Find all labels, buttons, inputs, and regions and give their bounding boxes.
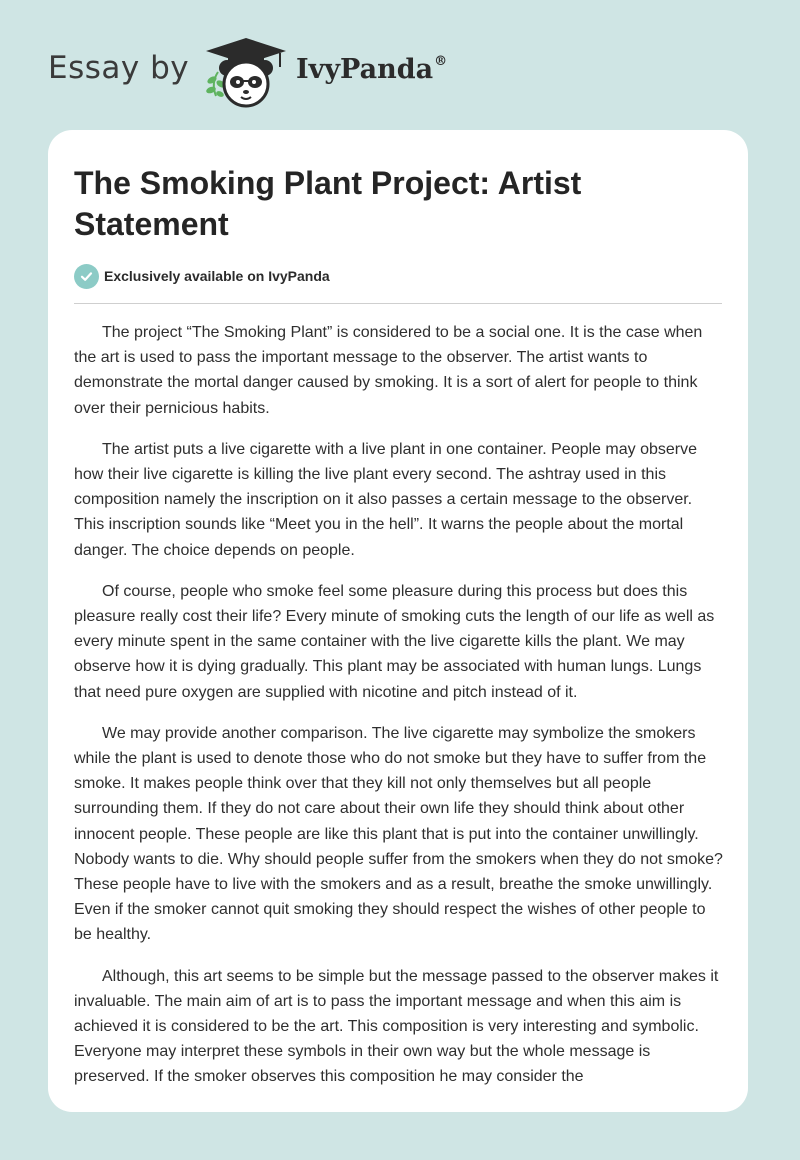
essay-by-label: Essay by	[48, 50, 190, 86]
site-header	[0, 0, 800, 125]
paragraph: We may provide another comparison. The live cigarette may symbolize the smokers while the plant is used to denote those who do not smoke but they have to suffer from the smoke. It makes people think over that they kill not only themselves but all people surrounding them. If they do not care about their own life they should think about other innocent people. These people are like this plant that is put into the container unwillingly. Nobody wants to die. Why should people suffer from the smokers when they do not smoke? These people have to live with the smokers and as a result, breathe the smoke unwillingly. Even if the smoker cannot quit smoking they should respect the wishes of other people to be healthy.	[74, 724, 723, 944]
paragraph: Of course, people who smoke feel some pleasure during this process but does this pleasure really cost their life? Every minute of smoking cuts the length of our life as well as every minute spent in the same container with the live cigarette kills the plant. We may observe how it is dying gradually. This plant may be associated with human lungs. Lungs that need pure oxygen are supplied with nicotine and pitch instead of it.	[74, 582, 715, 701]
essay-body	[74, 320, 726, 1106]
essay-card	[48, 130, 748, 1112]
divider	[74, 303, 722, 304]
registered-mark: ®	[434, 54, 448, 69]
panda-logo-icon[interactable]	[200, 34, 292, 110]
paragraph: The artist puts a live cigarette with a live plant in one container. People may observe how their live cigarette is killing the live plant every second. The ashtray used in this composition namely the inscription on it also passes a certain message to the observer. This inscription sounds like “Meet you in the hell”. It warns the people about the mortal danger. The choice depends on people.	[74, 440, 697, 559]
essay-title: The Smoking Plant Project: Artist Statement	[74, 165, 582, 242]
check-icon	[74, 264, 99, 289]
exclusive-badge-label: Exclusively available on IvyPanda	[104, 268, 330, 284]
brand-name-text: IvyPanda	[296, 54, 434, 85]
exclusive-badge	[74, 263, 330, 289]
paragraph: Although, this art seems to be simple but the message passed to the observer makes it invaluable. The main aim of art is to pass the important message and when this aim is achieved it is considered to be the art. This composition is very interesting and symbolic. Everyone may interpret these symbols in their own way but the whole message is preserved. If the smoker observes this composition he may consider the	[74, 967, 719, 1086]
brand-name[interactable]	[296, 54, 447, 85]
paragraph: The project “The Smoking Plant” is considered to be a social one. It is the case when the art is used to pass the important message to the observer. The artist wants to demonstrate the mortal danger caused by smoking. It is a sort of alert for people to think over their pernicious habits.	[74, 324, 703, 417]
